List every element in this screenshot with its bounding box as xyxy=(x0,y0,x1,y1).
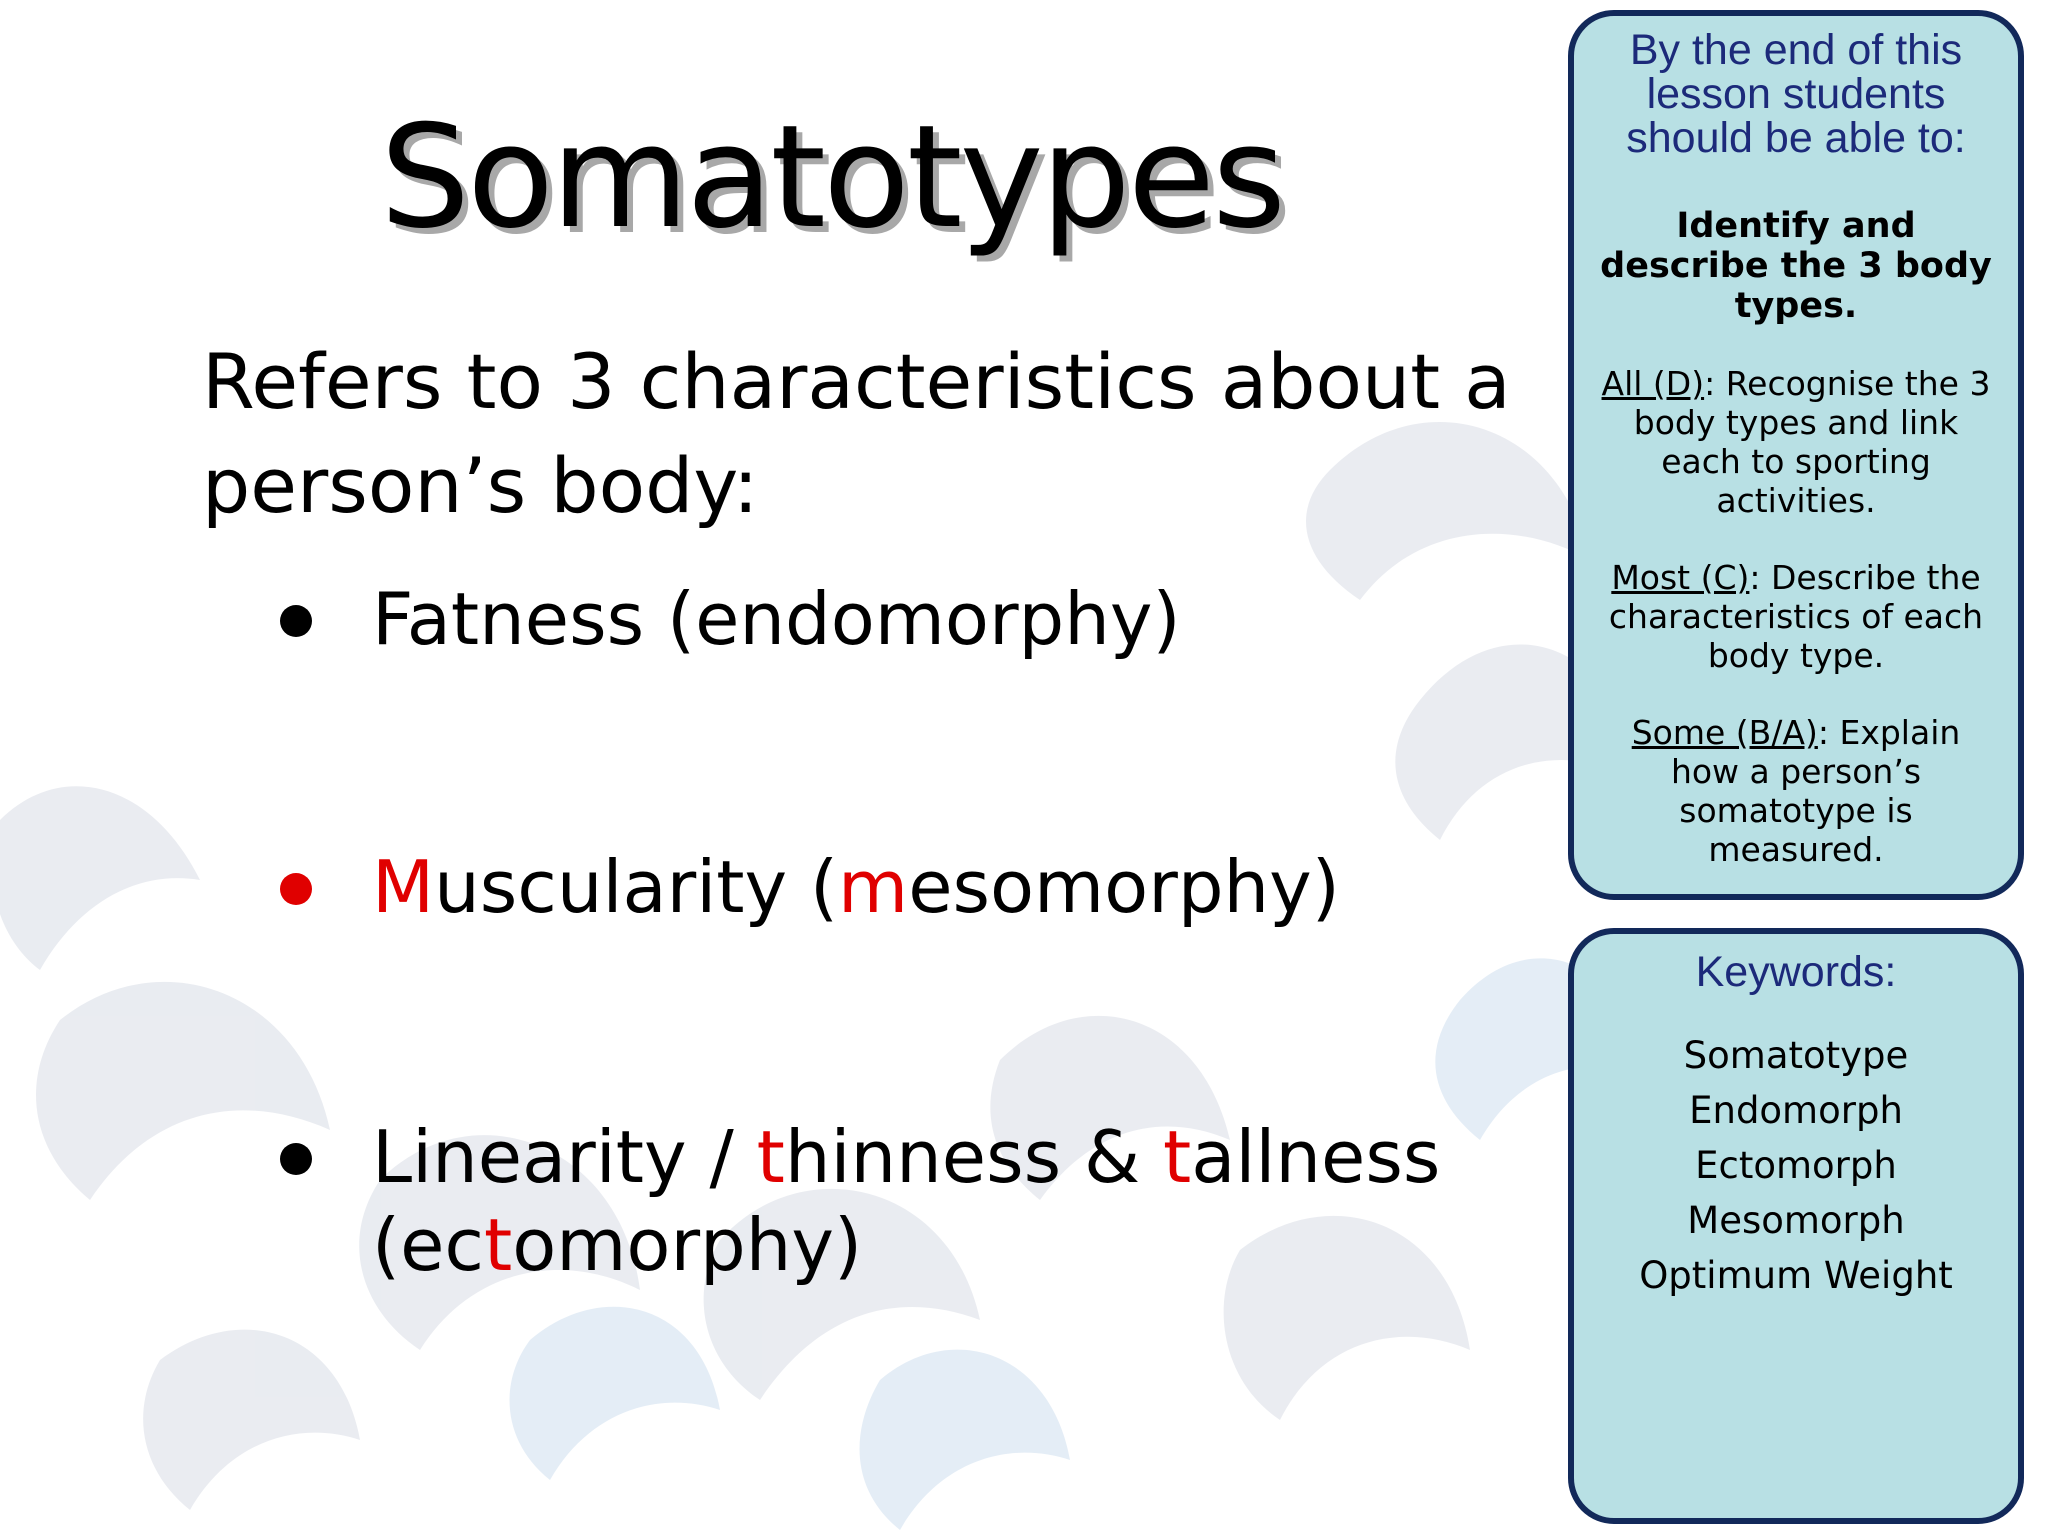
keywords-list xyxy=(1594,1028,1998,1303)
objectives-heading: By the end of this lesson students should be able to: xyxy=(1626,26,1966,162)
objective-most-text: : Describe the characteristics of each body type. xyxy=(1608,558,1984,675)
keyword-item: Ectomorph xyxy=(1695,1144,1897,1187)
highlight-letter: t xyxy=(756,1115,785,1199)
objectives-main: Identify and describe the 3 body types. xyxy=(1600,206,1992,326)
highlight-letter: t xyxy=(483,1203,513,1287)
bullet-text-part: hinness & xyxy=(784,1115,1164,1199)
objective-all-label: All (D) xyxy=(1601,364,1705,403)
keyword-item: Mesomorph xyxy=(1687,1199,1905,1242)
objective-all-text: : Recognise the 3 body types and link each to sporting activities. xyxy=(1633,364,1991,520)
keyword-item: Optimum Weight xyxy=(1639,1254,1953,1297)
bullet-dot-icon xyxy=(280,1143,312,1175)
bullet-text xyxy=(372,1113,1440,1289)
highlight-letter: t xyxy=(1163,1115,1192,1199)
keywords-heading: Keywords: xyxy=(1695,948,1897,996)
objective-some xyxy=(1594,713,1998,869)
objective-most xyxy=(1594,558,1998,675)
bullet-text-part: Linearity / xyxy=(372,1115,757,1199)
keyword-item: Somatotype xyxy=(1683,1034,1909,1077)
bullet-dot-icon xyxy=(280,873,312,905)
bullet-fatness xyxy=(280,575,1181,663)
bullet-linearity xyxy=(280,1113,1440,1289)
bullet-text-part: Fatness (endomorphy) xyxy=(372,577,1181,661)
bullet-line xyxy=(372,1113,1440,1201)
objective-all xyxy=(1594,364,1998,520)
highlight-letter: m xyxy=(838,845,909,929)
objectives-box xyxy=(1568,10,2024,900)
objective-some-label: Some (B/A) xyxy=(1631,713,1818,752)
bullet-text-part: allness xyxy=(1191,1115,1441,1199)
bullet-line xyxy=(372,1201,1440,1289)
objective-some-text: : Explain how a person’s somatotype is measured. xyxy=(1670,713,1961,869)
bullet-text-part: uscularity ( xyxy=(434,845,839,929)
bullet-muscularity xyxy=(280,843,1340,931)
objective-most-label: Most (C) xyxy=(1611,558,1750,597)
bullet-text xyxy=(372,575,1181,663)
slide-title: Somatotypes xyxy=(380,95,1284,260)
bullet-text-part: (ec xyxy=(372,1203,484,1287)
bullet-text-part: esomorphy) xyxy=(908,845,1340,929)
bullet-text-part: omorphy) xyxy=(512,1203,863,1287)
bullet-dot-icon xyxy=(280,605,312,637)
bullet-text xyxy=(372,843,1340,931)
highlight-letter: M xyxy=(372,845,435,929)
keyword-item: Endomorph xyxy=(1689,1089,1903,1132)
intro-text: Refers to 3 characteristics about a person’s body: xyxy=(202,337,1511,530)
keywords-box xyxy=(1568,928,2024,1524)
